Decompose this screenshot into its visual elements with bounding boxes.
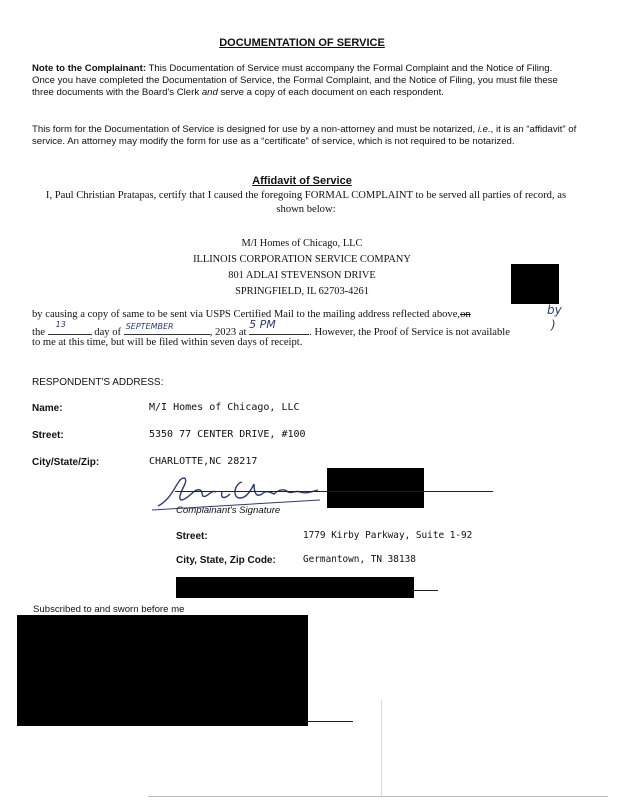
signature-label: Complainant's Signature <box>176 505 281 516</box>
redaction-box <box>176 577 414 598</box>
handwritten-by: by <box>547 303 562 317</box>
served-address-line: 801 ADLAI STEVENSON DRIVE <box>228 270 376 281</box>
city-value: CHARLOTTE,NC 28217 <box>149 456 258 467</box>
note-and: and <box>201 87 218 98</box>
scan-artifact <box>381 700 382 796</box>
service-tail-text: . However, the Proof of Service is not available <box>309 327 510 338</box>
redaction-box <box>511 264 559 304</box>
scan-artifact <box>148 796 608 797</box>
affidavit-title: Affidavit of Service <box>252 175 352 187</box>
redaction-box <box>327 468 424 508</box>
street-value: 5350 77 CENTER DRIVE, #100 <box>149 429 306 440</box>
street-label: Street: <box>32 430 64 441</box>
document-title: DOCUMENTATION OF SERVICE <box>219 37 385 49</box>
name-label: Name: <box>32 403 63 414</box>
complainant-city-label: City, State, Zip Code: <box>176 555 276 566</box>
complainant-street-label: Street: <box>176 531 208 542</box>
form-note-text-2: , it is an “affidavit” of service. An attorney may modify the form for use as a “certificate” of service, which is not required to be notarized. <box>32 124 577 147</box>
day-value: 13 <box>55 320 66 329</box>
city-label: City/State/Zip: <box>32 457 100 468</box>
complainant-street-value: 1779 Kirby Parkway, Suite 1-92 <box>303 530 473 541</box>
served-address-line: ILLINOIS CORPORATION SERVICE COMPANY <box>193 254 411 265</box>
service-line-3: to me at this time, but will be filed within seven days of receipt. <box>32 337 303 348</box>
redacted-field-line <box>412 590 438 591</box>
complainant-city-value: Germantown, TN 38138 <box>303 554 416 565</box>
form-note-ie: i.e. <box>477 124 491 135</box>
service-line-2 <box>32 318 510 338</box>
struck-word: on <box>460 309 471 320</box>
sworn-text: Subscribed to and sworn before me <box>33 604 185 615</box>
form-usage-note <box>32 124 577 148</box>
note-text-1: This Documentation of Service must accompany the Formal Complaint and the Notice of Filing. Once you have completed the Documentation of Service, the Formal Complaint, and the Notice of Filing, you must file these three documents with the Board's Clerk <box>32 63 558 98</box>
form-note-text-1: This form for the Documentation of Service is designed for use by a non-attorney and must be notarized, <box>32 124 478 135</box>
respondent-heading: RESPONDENT'S ADDRESS: <box>32 377 164 388</box>
service-text: by causing a copy of same to be sent via USPS Certified Mail to the mailing address reflected above, <box>32 309 461 320</box>
note-label: Note to the Complainant: <box>32 63 147 74</box>
month-field <box>124 323 210 335</box>
the-text: the <box>32 327 45 338</box>
complainant-note <box>32 63 577 99</box>
served-address-line: SPRINGFIELD, IL 62703-4261 <box>235 286 369 297</box>
served-address-line: M/I Homes of Chicago, LLC <box>241 238 363 249</box>
affidavit-intro: I, Paul Christian Pratapas, certify that I caused the foregoing FORMAL COMPLAINT to be served all parties of record, as shown below: <box>45 190 567 215</box>
month-value: SEPTEMBER <box>125 322 174 331</box>
notary-line <box>306 721 353 722</box>
day-of-text: day of <box>94 327 122 338</box>
notary-redaction <box>17 615 308 726</box>
note-text-2: serve a copy of each document on each respondent. <box>217 87 444 98</box>
time-value: 5 PM <box>249 318 276 331</box>
day-field <box>48 320 92 335</box>
signature-line <box>175 491 493 492</box>
handwritten-hook: ) <box>551 318 556 332</box>
time-field <box>249 318 309 335</box>
year-at-text: , 2023 at <box>209 327 247 338</box>
name-value: M/I Homes of Chicago, LLC <box>149 402 300 413</box>
